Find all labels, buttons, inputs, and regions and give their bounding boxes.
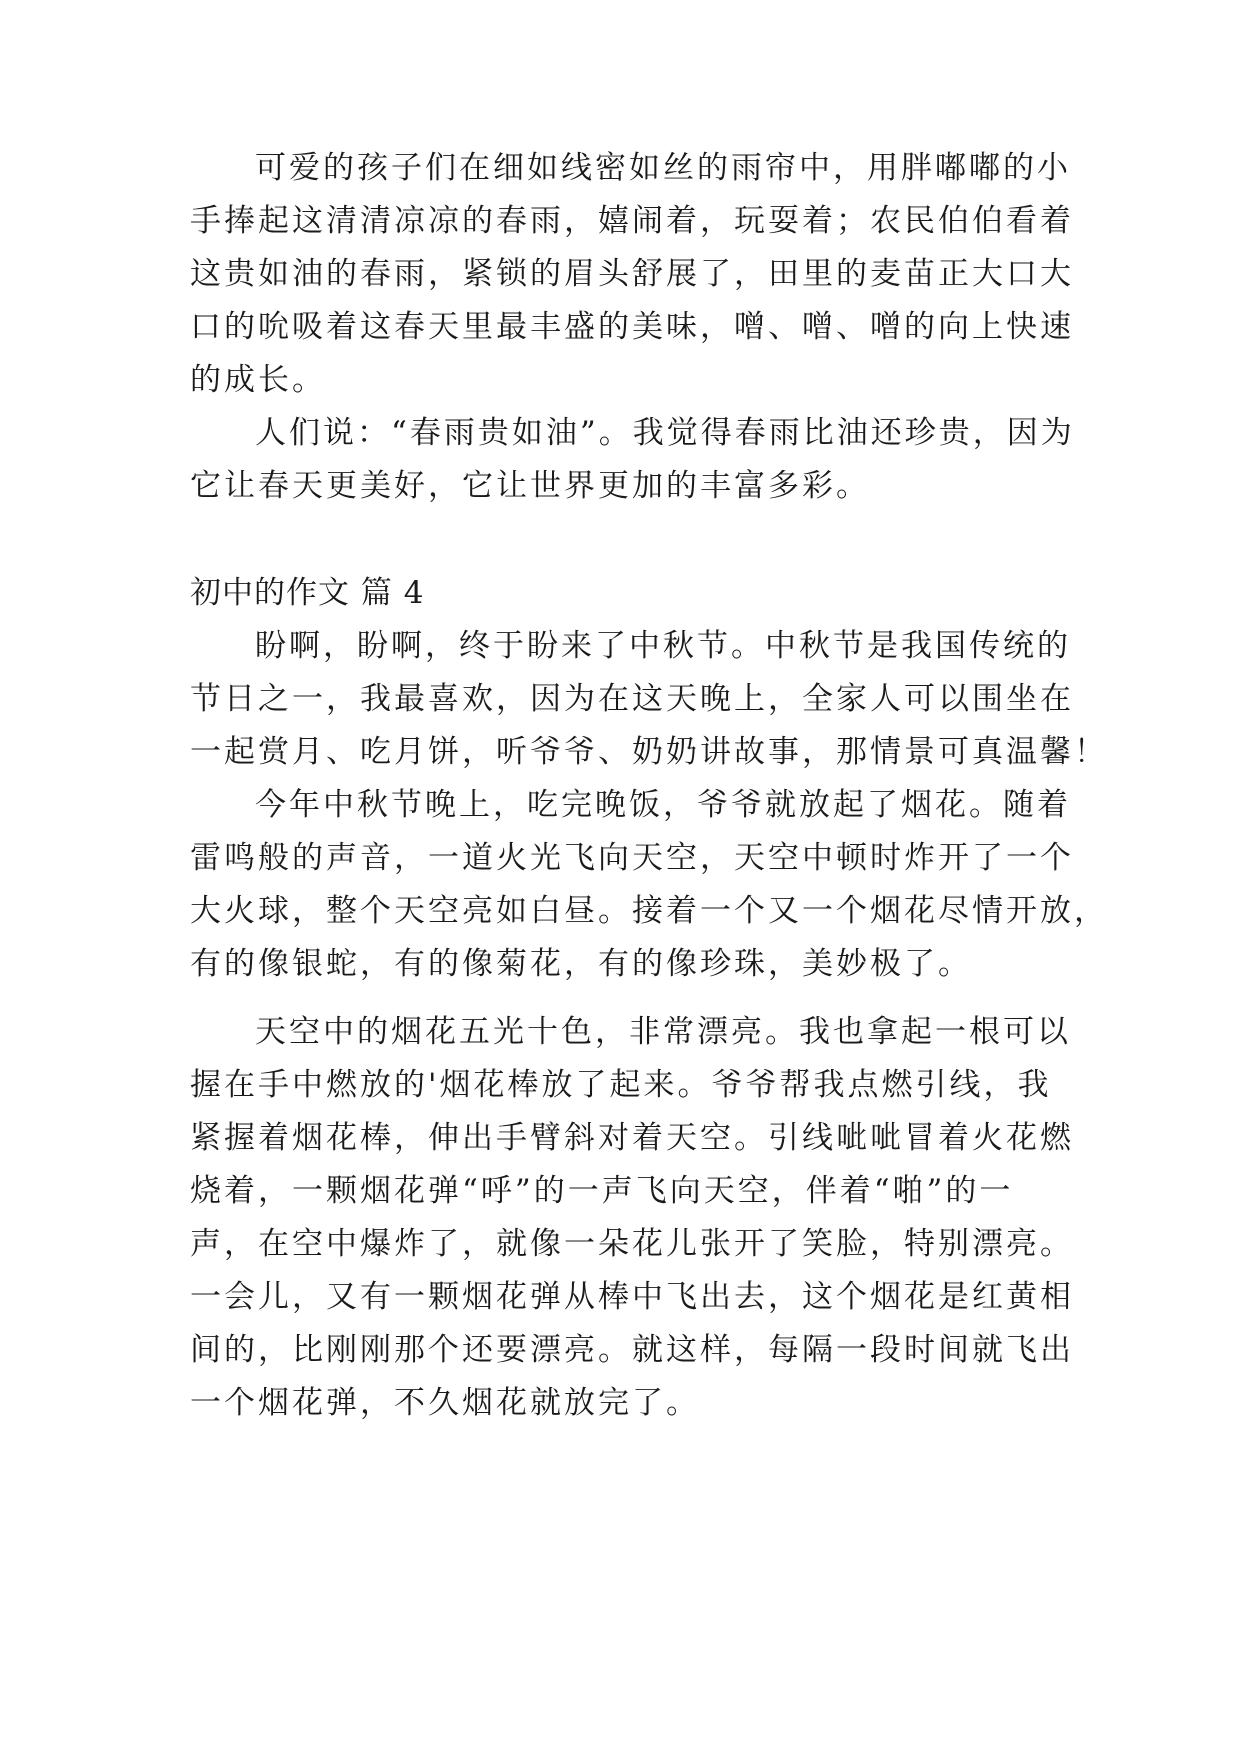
paragraph-line: 人们说：“春雨贵如油”。我觉得春雨比油还珍贵，因为 [255,415,1075,451]
paragraph-line: 烧着，一颗烟花弹“呼”的一声飞向天空，伴着“啪”的一 [190,1173,1014,1209]
paragraph-line: 大火球，整个天空亮如白昼。接着一个又一个烟花尽情开放， [190,893,1108,929]
paragraph-line: 一起赏月、吃月饼，听爷爷、奶奶讲故事，那情景可真温馨！ [190,734,1108,770]
paragraph-line: 有的像银蛇，有的像菊花，有的像珍珠，美妙极了。 [190,946,972,982]
paragraph-line: 天空中的烟花五光十色，非常漂亮。我也拿起一根可以 [255,1014,1071,1050]
paragraph-line: 的成长。 [190,362,326,398]
paragraph-line: 它让春天更美好，它让世界更加的丰富多彩。 [190,468,870,504]
paragraph-line: 今年中秋节晚上，吃完晚饭，爷爷就放起了烟花。随着 [255,787,1071,823]
paragraph-line: 一会儿，又有一颗烟花弹从棒中飞出去，这个烟花是红黄相 [190,1279,1074,1315]
paragraph-line: 盼啊，盼啊，终于盼来了中秋节。中秋节是我国传统的 [255,628,1071,664]
paragraph-line: 可爱的孩子们在细如线密如丝的雨帘中，用胖嘟嘟的小 [255,150,1071,186]
paragraph-line: 手捧起这清清凉凉的春雨，嬉闹着，玩耍着；农民伯伯看着 [190,203,1074,239]
paragraph-line: 口的吮吸着这春天里最丰盛的美味，噌、噌、噌的向上快速 [190,309,1074,345]
paragraph-line: 间的，比刚刚那个还要漂亮。就这样，每隔一段时间就飞出 [190,1332,1074,1368]
paragraph-line: 声，在空中爆炸了，就像一朵花儿张开了笑脸，特别漂亮。 [190,1226,1074,1262]
paragraph-line: 紧握着烟花棒，伸出手臂斜对着天空。引线呲呲冒着火花燃 [190,1120,1074,1156]
paragraph-line: 这贵如油的春雨，紧锁的眉头舒展了，田里的麦苗正大口大 [190,256,1074,292]
paragraph-line: 雷鸣般的声音，一道火光飞向天空，天空中顿时炸开了一个 [190,840,1074,876]
section-heading: 初中的作文 篇 4 [190,575,425,611]
paragraph-line: 节日之一，我最喜欢，因为在这天晚上，全家人可以围坐在 [190,681,1074,717]
paragraph-line: 一个烟花弹，不久烟花就放完了。 [190,1385,700,1421]
paragraph-line: 握在手中燃放的'烟花棒放了起来。爷爷帮我点燃引线，我 [190,1067,1052,1103]
